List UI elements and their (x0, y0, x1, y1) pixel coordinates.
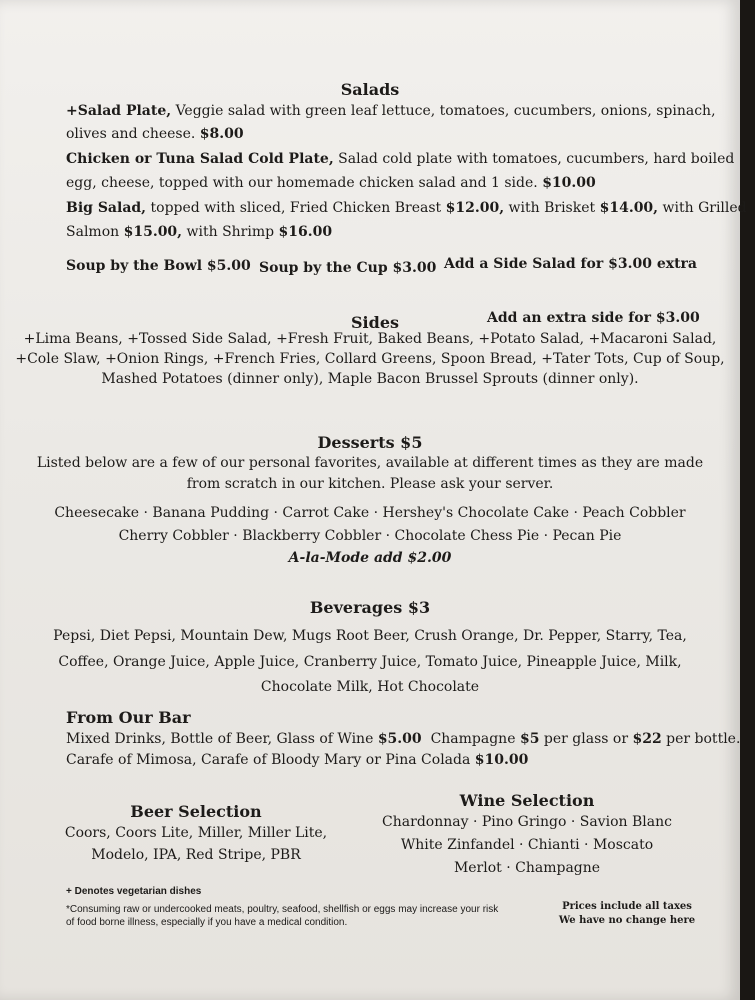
salads-heading: Salads (340, 80, 400, 99)
salad-plate-desc-1: Veggie salad with green leaf lettuce, tomatoes, cucumbers, onions, spinach, (175, 103, 716, 119)
big-salad-price-chicken: $12.00, (445, 200, 505, 216)
soup-cup: Soup by the Cup $3.00 (259, 260, 437, 276)
beer-heading: Beer Selection (130, 802, 262, 821)
beverages-line-3: Chocolate Milk, Hot Chocolate (260, 679, 480, 695)
desserts-heading: Desserts $5 (317, 433, 423, 452)
cold-plate-item (66, 151, 734, 167)
cold-plate-item-cont (66, 175, 596, 191)
big-salad-desc-3: with Grilled (662, 200, 747, 216)
big-salad-item-cont (66, 224, 332, 240)
beer-line-1: Coors, Coors Lite, Miller, Miller Lite, (64, 825, 328, 841)
desserts-line-1: Cheesecake · Banana Pudding · Carrot Cake · Hershey's Chocolate Cake · Peach Cobbler (54, 505, 686, 521)
sides-line-2: +Cole Slaw, +Onion Rings, +French Fries, Collard Greens, Spoon Bread, +Tater Tots, Cup of Soup, (15, 351, 725, 367)
big-salad-desc-5: with Shrimp (186, 224, 275, 240)
ala-mode-text: A-la-Mode add $2.00 (288, 550, 452, 566)
taxes-note: Prices include all taxes (562, 901, 692, 912)
big-salad-desc-1: topped with sliced, Fried Chicken Breast (150, 200, 442, 216)
salad-plate-desc-2: olives and cheese. (66, 126, 196, 142)
desserts-ala-mode (0, 550, 740, 566)
cold-plate-price: $10.00 (542, 175, 596, 191)
wine-heading: Wine Selection (459, 791, 595, 810)
big-salad-price-salmon: $15.00, (123, 224, 183, 240)
vegetarian-note: + Denotes vegetarian dishes (66, 886, 202, 897)
big-salad-desc-2: with Brisket (508, 200, 596, 216)
consumption-warning-1: *Consuming raw or undercooked meats, poultry, seafood, shellfish or eggs may increase your risk (66, 904, 499, 915)
bar-price-bottle: $22 (632, 731, 662, 747)
bar-price-glass: $5 (519, 731, 540, 747)
bar-line-1b: Champagne (430, 731, 516, 747)
sides-line-1: +Lima Beans, +Tossed Side Salad, +Fresh Fruit, Baked Beans, +Potato Salad, +Macaroni Salad, (23, 331, 717, 347)
big-salad-item (66, 200, 747, 216)
wine-line-3: Merlot · Champagne (453, 860, 601, 876)
beverages-line-2: Coffee, Orange Juice, Apple Juice, Cranberry Juice, Tomato Juice, Pineapple Juice, Milk, (58, 654, 682, 670)
bar-line-2 (66, 752, 528, 768)
sides-extra: Add an extra side for $3.00 (487, 310, 700, 326)
salad-plate-item-cont (66, 126, 244, 142)
beverages-line-1: Pepsi, Diet Pepsi, Mountain Dew, Mugs Root Beer, Crush Orange, Dr. Pepper, Starry, Tea, (53, 628, 687, 644)
sides-line-3: Mashed Potatoes (dinner only), Maple Bacon Brussel Sprouts (dinner only). (101, 371, 639, 387)
big-salad-desc-4: Salmon (66, 224, 120, 240)
desserts-intro-2: from scratch in our kitchen. Please ask your server. (186, 476, 554, 492)
no-change-note: We have no change here (558, 915, 696, 926)
big-salad-price-shrimp: $16.00 (278, 224, 333, 240)
desserts-intro-1: Listed below are a few of our personal favorites, available at different times as they are made (36, 455, 704, 471)
bar-line-1a: Mixed Drinks, Bottle of Beer, Glass of Wine (66, 731, 374, 747)
salad-plate-item (66, 103, 716, 119)
consumption-warning-2: of food borne illness, especially if you have a medical condition. (66, 917, 348, 928)
wine-line-1: Chardonnay · Pino Gringo · Savion Blanc (382, 814, 672, 830)
beer-line-2: Modelo, IPA, Red Stripe, PBR (91, 847, 301, 863)
salad-plate-name: +Salad Plate, (66, 103, 172, 119)
cold-plate-desc-2: egg, cheese, topped with our homemade chicken salad and 1 side. (66, 175, 538, 191)
bar-line-1c: per glass or (543, 731, 629, 747)
salad-plate-price: $8.00 (199, 126, 244, 142)
bar-line-1 (66, 731, 740, 747)
soup-bowl: Soup by the Bowl $5.00 (66, 258, 251, 274)
bar-price-1: $5.00 (377, 731, 422, 747)
desserts-line-2: Cherry Cobbler · Blackberry Cobbler · Chocolate Chess Pie · Pecan Pie (118, 528, 622, 544)
bar-line-1d: per bottle. (666, 731, 741, 747)
bar-heading: From Our Bar (66, 708, 191, 727)
cold-plate-name: Chicken or Tuna Salad Cold Plate, (66, 151, 334, 167)
cold-plate-desc-1: Salad cold plate with tomatoes, cucumbers, hard boiled (338, 151, 735, 167)
wine-line-2: White Zinfandel · Chianti · Moscato (400, 837, 654, 853)
big-salad-name: Big Salad, (66, 200, 147, 216)
big-salad-price-brisket: $14.00, (599, 200, 659, 216)
sides-heading: Sides (351, 313, 400, 332)
bar-price-2: $10.00 (474, 752, 529, 768)
bar-line-2-text: Carafe of Mimosa, Carafe of Bloody Mary or Pina Colada (66, 752, 471, 768)
side-salad-extra: Add a Side Salad for $3.00 extra (444, 256, 697, 272)
beverages-heading: Beverages $3 (309, 598, 431, 617)
